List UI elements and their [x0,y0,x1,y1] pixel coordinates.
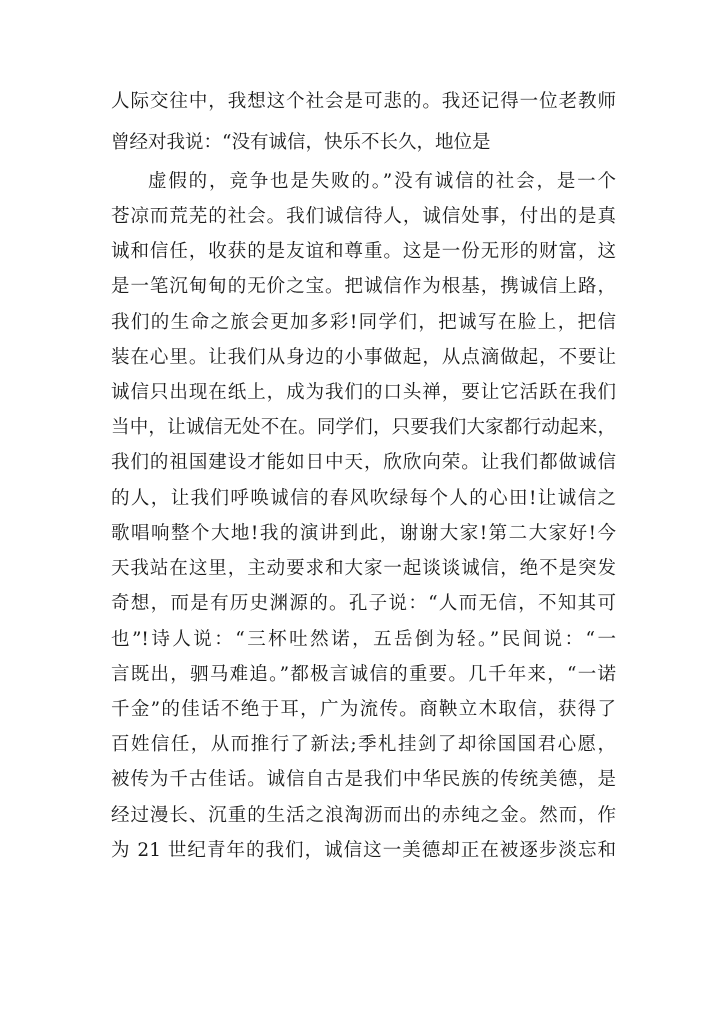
text-line: 的人，让我们呼唤诚信的春风吹绿每个人的心田!让诚信之 [111,488,616,509]
text-line: 百姓信任，从而推行了新法;季札挂剑了却徐国国君心愿， [111,734,616,755]
text-line: 天我站在这里，主动要求和大家一起谈谈诚信，绝不是突发 [111,558,616,579]
text-line: 也”!诗人说：“三杯吐然诺，五岳倒为轻。”民间说：“一 [111,629,616,650]
text-line: 虚假的，竞争也是失败的。”没有诚信的社会，是一个 [148,171,616,192]
text-line: 当中，让诚信无处不在。同学们，只要我们大家都行动起来， [111,417,616,438]
text-line: 经过漫长、沉重的生活之浪淘沥而出的赤纯之金。然而，作 [111,805,616,826]
text-line: 是一笔沉甸甸的无价之宝。把诚信作为根基，携诚信上路， [111,276,616,297]
text-line: 我们的祖国建设才能如日中天，欣欣向荣。让我们都做诚信 [111,452,616,473]
text-line: 言既出，驷马难追。”都极言诚信的重要。几千年来，“一诺 [111,664,616,685]
text-line: 曾经对我说：“没有诚信，快乐不长久，地位是 [111,132,491,153]
text-line: 被传为千古佳话。诚信自古是我们中华民族的传统美德，是 [111,769,616,790]
text-line: 奇想，而是有历史渊源的。孔子说：“人而无信，不知其可 [111,593,616,614]
text-line: 人际交往中，我想这个社会是可悲的。我还记得一位老教师 [111,91,616,112]
text-line: 苍凉而荒芜的社会。我们诚信待人，诚信处事，付出的是真 [111,206,616,227]
text-line: 千金”的佳话不绝于耳，广为流传。商鞅立木取信，获得了 [111,699,616,720]
text-line: 我们的生命之旅会更加多彩!同学们，把诚写在脸上，把信 [111,312,616,333]
text-line: 装在心里。让我们从身边的小事做起，从点滴做起，不要让 [111,347,616,368]
text-line: 诚信只出现在纸上，成为我们的口头禅，要让它活跃在我们 [111,382,616,403]
text-line: 为 21 世纪青年的我们，诚信这一美德却正在被逐步淡忘和 [111,840,616,861]
text-line: 歌唱响整个大地!我的演讲到此，谢谢大家!第二大家好!今 [111,523,616,544]
text-line: 诚和信任，收获的是友谊和尊重。这是一份无形的财富，这 [111,241,616,262]
